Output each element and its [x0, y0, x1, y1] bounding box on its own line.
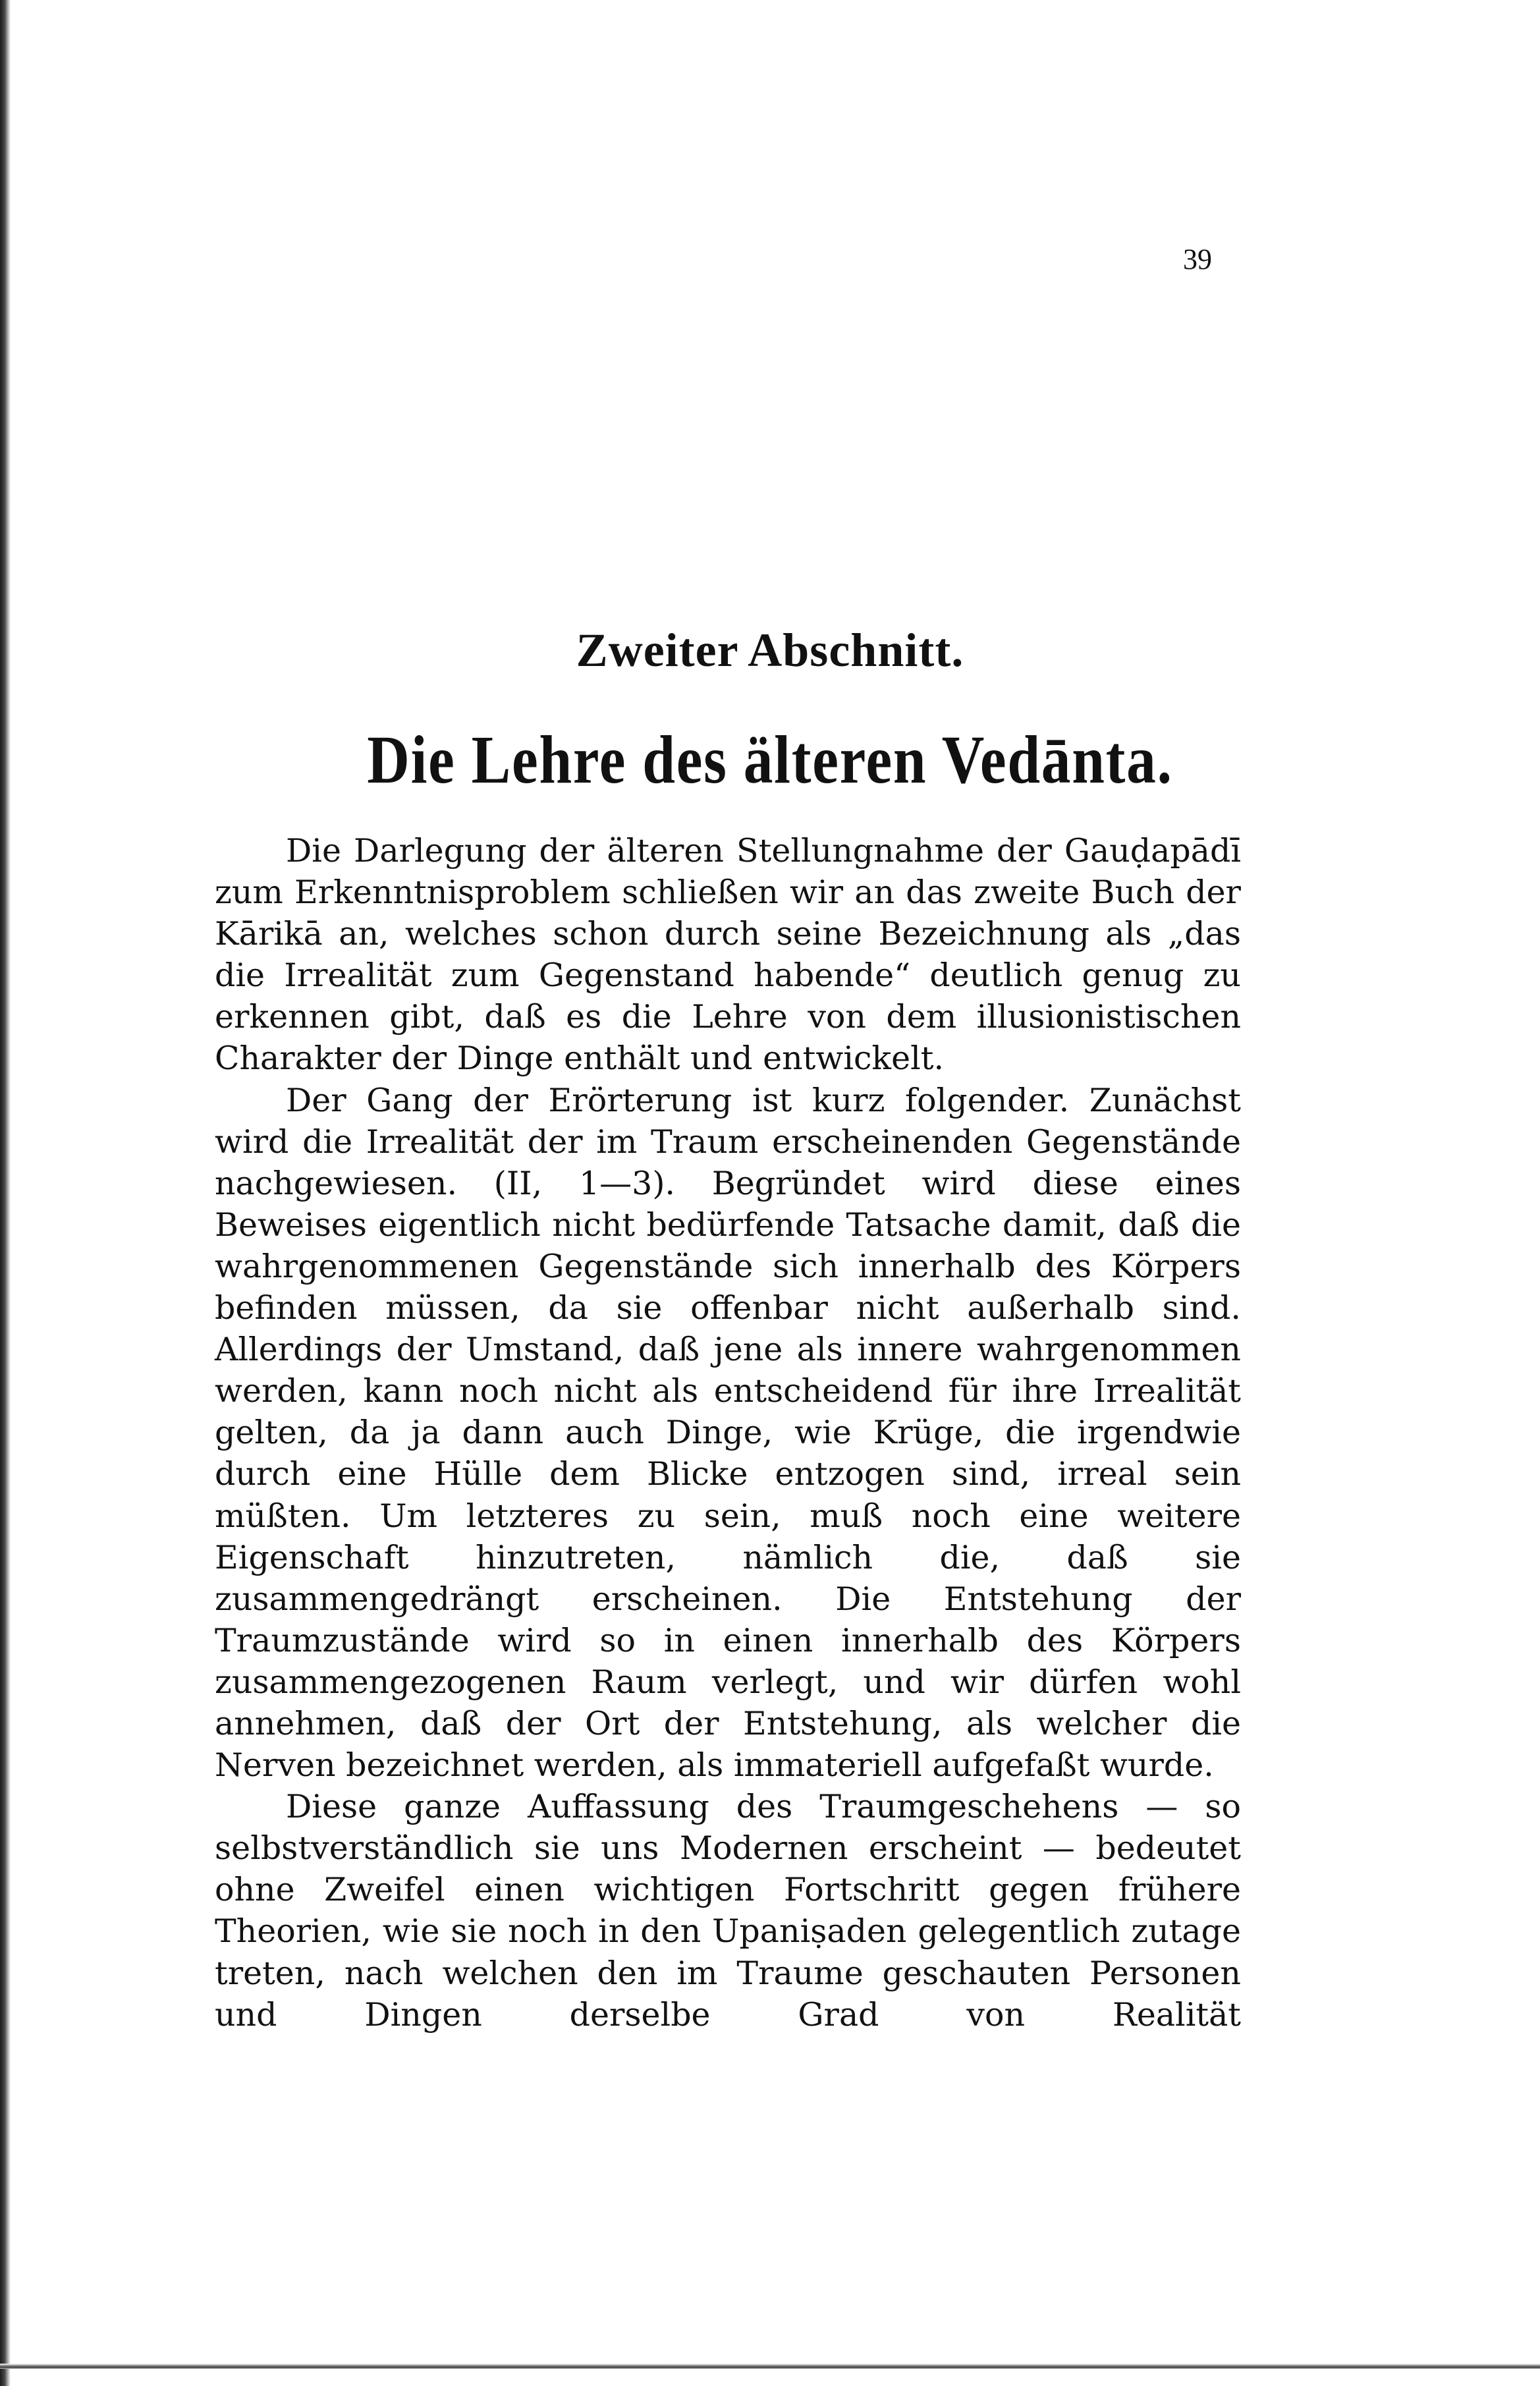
scan-bottom-edge: [0, 2364, 1540, 2369]
paragraph: Der Gang der Erörterung ist kurz folgender. Zunächst wird die Irrealität der im Traum erscheinenden Gegenstände nachgewiesen. (II, 1—3). Begründet wird diese eines Beweises eigentlich nicht bedürfende Tatsache damit, daß die wahrgenommenen Gegenstände sich innerhalb des Körpers befinden müssen, da sie offenbar nicht außerhalb sind. Allerdings der Umstand, daß jene als innere wahrgenommen werden, kann noch nicht als entscheidend für ihre Irrealität gelten, da ja dann auch Dinge, wie Krüge, die irgendwie durch eine Hülle dem Blicke entzogen sind, irreal sein müßten. Um letzteres zu sein, muß noch eine weitere Eigenschaft hinzutreten, nämlich die, daß sie zusammengedrängt erscheinen. Die Entstehung der Traumzustände wird so in einen innerhalb des Körpers zusammengezogenen Raum verlegt, und wir dürfen wohl annehmen, daß der Ort der Entstehung, als welcher die Nerven bezeichnet werden, als immateriell aufgefaßt wurde.: [215, 1081, 1241, 1785]
body-text: [215, 830, 1241, 2036]
section-heading: Zweiter Abschnitt.: [576, 624, 964, 677]
scan-binding-edge: [0, 0, 11, 2386]
paragraph: Die Darlegung der älteren Stellungnahme der Gauḍapādī zum Erkenntnisproblem schließen wir an das zweite Buch der Kārikā an, welches schon durch seine Bezeichnung als „das die Irrealität zum Gegenstand habende“ deutlich genug zu erkennen gibt, daß es die Lehre von dem illusionistischen Charakter der Dinge enthält und entwickelt.: [215, 832, 1241, 1078]
paragraph: Diese ganze Auffassung des Traumgeschehens — so selbstverständlich sie uns Modernen erscheint — bedeutet ohne Zweifel einen wichtigen Fortschritt gegen frühere Theorien, wie sie noch in den Upaniṣaden gelegentlich zutage treten, nach welchen den im Traume geschauten Personen und Dingen derselbe Grad von Realität: [215, 1788, 1241, 2034]
chapter-title: Die Lehre des älteren Vedānta.: [367, 722, 1173, 798]
page-number: 39: [1183, 243, 1212, 275]
